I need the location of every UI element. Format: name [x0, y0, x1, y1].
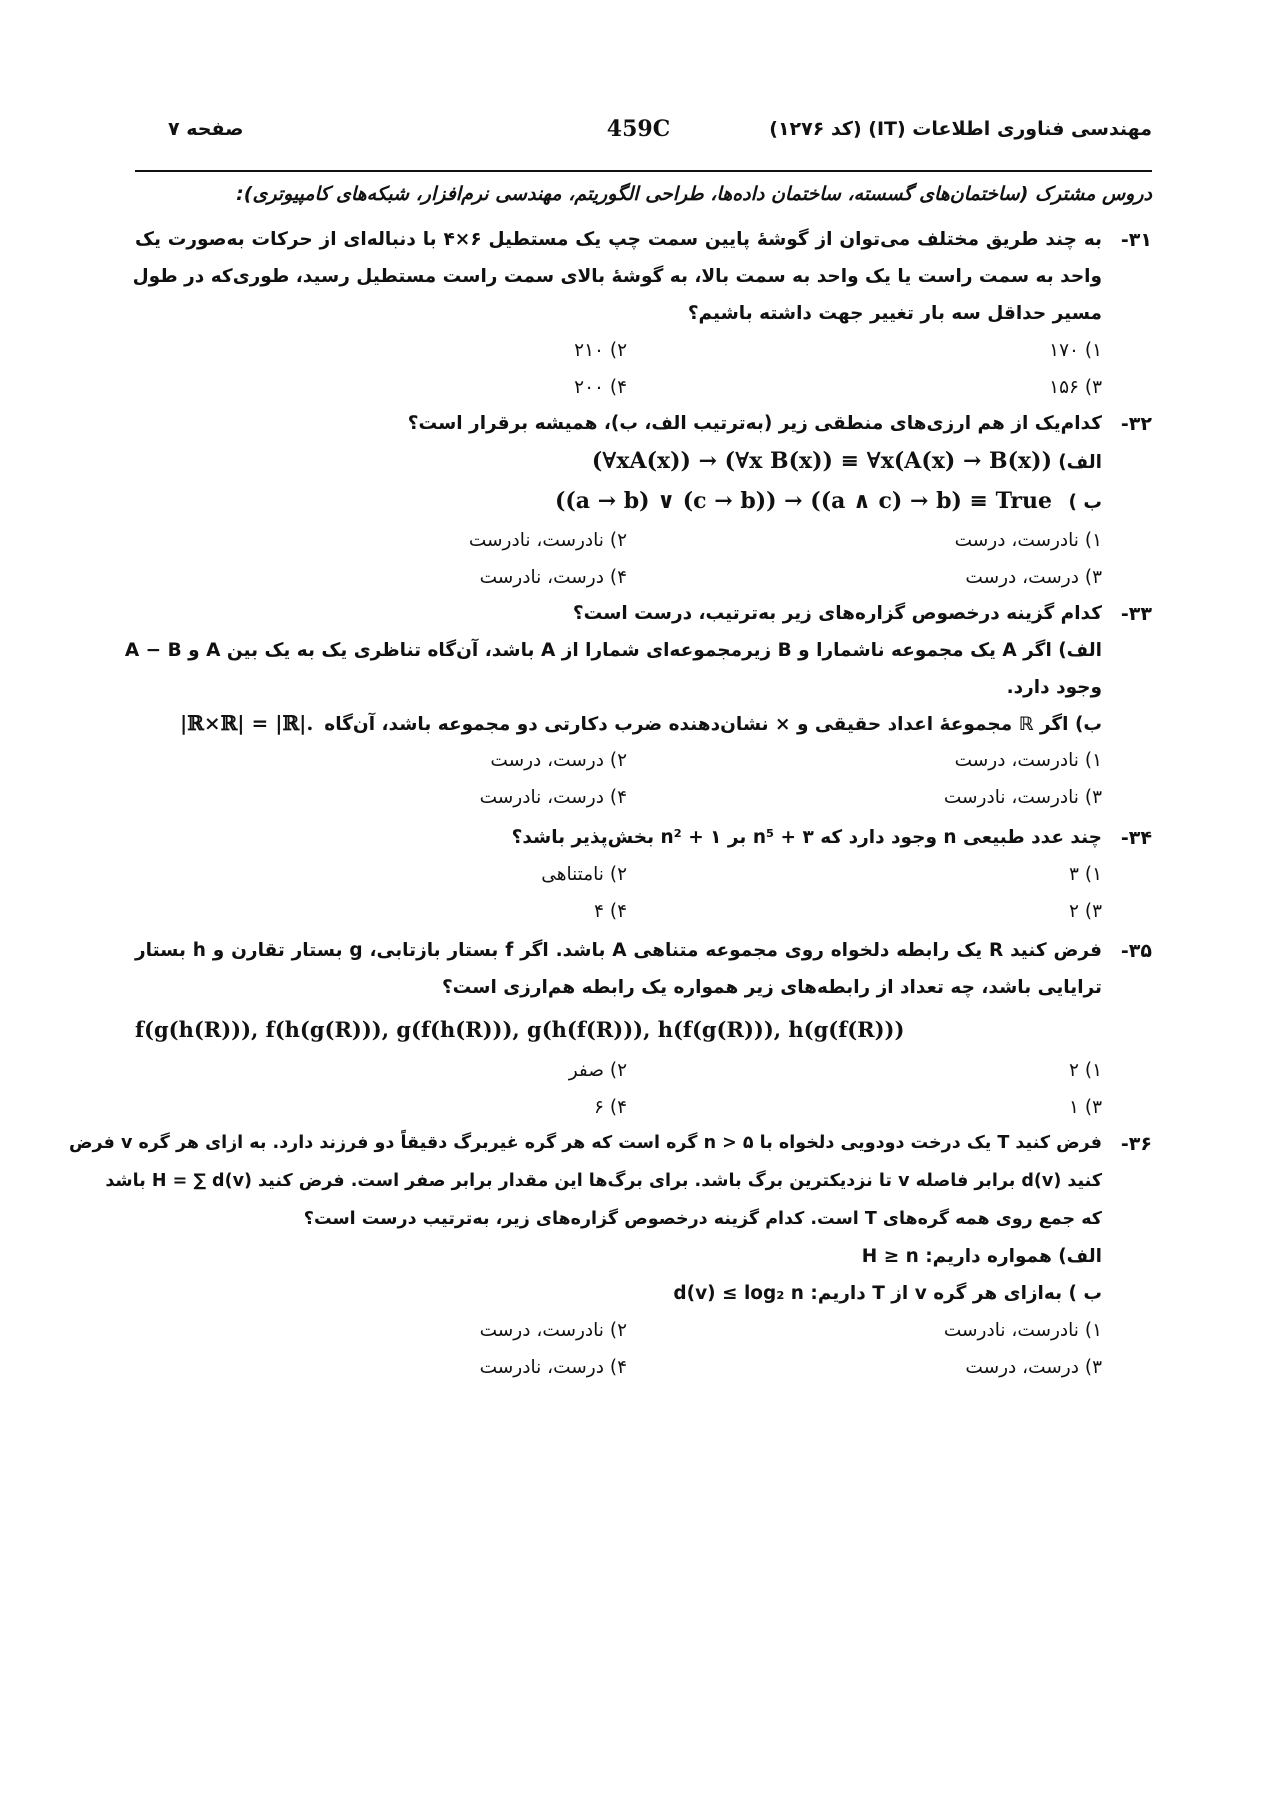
answer-option[interactable]: ۲) ۲۱۰: [574, 340, 627, 361]
answer-option[interactable]: ۲) نادرست، درست: [479, 1320, 627, 1341]
answer-option[interactable]: ۲) صفر: [568, 1060, 627, 1081]
question-text: واحد به سمت راست یا یک واحد به سمت بالا، به گوشهٔ بالای سمت راست مستطیل رسید، طوری‌که در طول: [132, 266, 1102, 287]
statement-label: ب ): [1068, 492, 1102, 513]
statement-text: وجود دارد.: [1006, 677, 1102, 698]
answer-option[interactable]: ۲) نامتناهی: [541, 864, 627, 885]
answer-option[interactable]: ۱) ۲: [1069, 1060, 1102, 1081]
question-text: کدام‌یک از هم ارزی‌های منطقی زیر (به‌ترتیب الف، ب)، همیشه برقرار است؟: [407, 413, 1102, 434]
question-number: ۳۶-: [1120, 1133, 1152, 1155]
question-text: که جمع روی همه گره‌های T است. کدام گزینه درخصوص گزاره‌های زیر، به‌ترتیب درست است؟: [303, 1209, 1102, 1229]
question-number: ۳۲-: [1120, 413, 1152, 435]
answer-option[interactable]: ۴) ۲۰۰: [574, 377, 627, 398]
answer-option[interactable]: ۳) ۲: [1069, 901, 1102, 922]
answer-option[interactable]: ۱) نادرست، درست: [954, 750, 1102, 771]
question-text: مسیر حداقل سه بار تغییر جهت داشته باشیم؟: [687, 303, 1102, 324]
logic-formula: ((a → b) ∨ (c → b)) → ((a ∧ c) → b) ≡ True: [554, 488, 1052, 514]
answer-option[interactable]: ۴) ۴: [594, 901, 627, 922]
question-text: به چند طریق مختلف می‌توان از گوشهٔ پایین سمت چپ یک مستطیل ۶×۴ با دنباله‌ای از حرکات به‌صورت یک: [135, 229, 1102, 250]
answer-option[interactable]: ۱) نادرست، نادرست: [943, 1320, 1102, 1341]
booklet-code: 459C: [606, 116, 671, 142]
answer-option[interactable]: ۳) ۱: [1069, 1097, 1102, 1118]
subject-heading: دروس مشترک (ساختمان‌های گسسته، ساختمان داده‌ها، طراحی الگوریتم، مهندسی نرم‌افزار، شبکه‌های کامپیوتری):: [236, 183, 1152, 205]
answer-option[interactable]: ۴) درست، نادرست: [479, 787, 627, 808]
answer-option[interactable]: ۱) ۳: [1069, 864, 1102, 885]
answer-option[interactable]: ۱) ۱۷۰: [1049, 340, 1102, 361]
logic-formula: (∀xA(x)) → (∀x B(x)) ≡ ∀x(A(x) → B(x)): [591, 448, 1052, 474]
header-divider: [135, 170, 1152, 172]
question-text: کدام گزینه درخصوص گزاره‌های زیر به‌ترتیب، درست است؟: [572, 603, 1102, 624]
answer-option[interactable]: ۲) درست، درست: [490, 750, 627, 771]
question-number: ۳۴-: [1120, 827, 1152, 849]
page-number: صفحه ۷: [168, 118, 244, 140]
question-text: فرض کنید T یک درخت دودویی دلخواه با n > ۵ گره است که هر گره غیربرگ دقیقاً دو فرزند دارد. به ازای هر گره v فرض: [68, 1133, 1102, 1153]
question-text: کنید d(v) برابر فاصله v تا نزدیکترین برگ باشد. برای برگ‌ها این مقدار برابر صفر است. فرض کنید H = ∑ d(v) باشد: [105, 1171, 1102, 1191]
question-number: ۳۳-: [1120, 603, 1152, 625]
answer-option[interactable]: ۴) درست، نادرست: [479, 1357, 627, 1378]
answer-option[interactable]: ۳) نادرست، نادرست: [943, 787, 1102, 808]
statement-text: الف) همواره داریم: H ≥ n: [861, 1246, 1102, 1267]
answer-option[interactable]: ۳) درست، درست: [965, 1357, 1102, 1378]
answer-option[interactable]: ۳) ۱۵۶: [1049, 377, 1102, 398]
statement-label: الف): [1058, 452, 1102, 473]
answer-option[interactable]: ۱) نادرست، درست: [954, 530, 1102, 551]
question-text: چند عدد طبیعی n وجود دارد که n⁵ + ۳ بر n² + ۱ بخش‌پذیر باشد؟: [511, 827, 1102, 848]
question-number: ۳۱-: [1120, 229, 1152, 251]
answer-option[interactable]: ۴) ۶: [594, 1097, 627, 1118]
answer-option[interactable]: ۳) درست، درست: [965, 567, 1102, 588]
statement-text: الف) اگر A یک مجموعه ناشمارا و B زیرمجموعه‌ای شمارا از A باشد، آن‌گاه تناظری یک به یک بین A و A − B: [124, 640, 1102, 661]
question-text: ترایایی باشد، چه تعداد از رابطه‌های زیر همواره یک رابطه هم‌ارزی است؟: [441, 977, 1102, 998]
question-number: ۳۵-: [1120, 940, 1152, 962]
answer-option[interactable]: ۴) درست، نادرست: [479, 567, 627, 588]
cardinality-formula: |ℝ×ℝ| = |ℝ|.: [180, 711, 314, 735]
course-title: مهندسی فناوری اطلاعات (IT) (کد ۱۲۷۶): [769, 118, 1152, 140]
answer-option[interactable]: ۲) نادرست، نادرست: [468, 530, 627, 551]
statement-text: ب ) به‌ازای هر گره v از T داریم: d(v) ≤ log₂ n: [673, 1283, 1102, 1304]
question-text: فرض کنید R یک رابطه دلخواه روی مجموعه متناهی A باشد. اگر f بستار بازتابی، g بستار تقارن و h بستار: [135, 940, 1102, 961]
statement-text: ب) اگر ℝ مجموعهٔ اعداد حقیقی و × نشان‌دهنده ضرب دکارتی دو مجموعه باشد، آن‌گاه: [324, 714, 1102, 735]
relation-formula: f(g(h(R))), f(h(g(R))), g(f(h(R))), g(h(f(R))), h(f(g(R))), h(g(f(R))): [135, 1017, 905, 1042]
